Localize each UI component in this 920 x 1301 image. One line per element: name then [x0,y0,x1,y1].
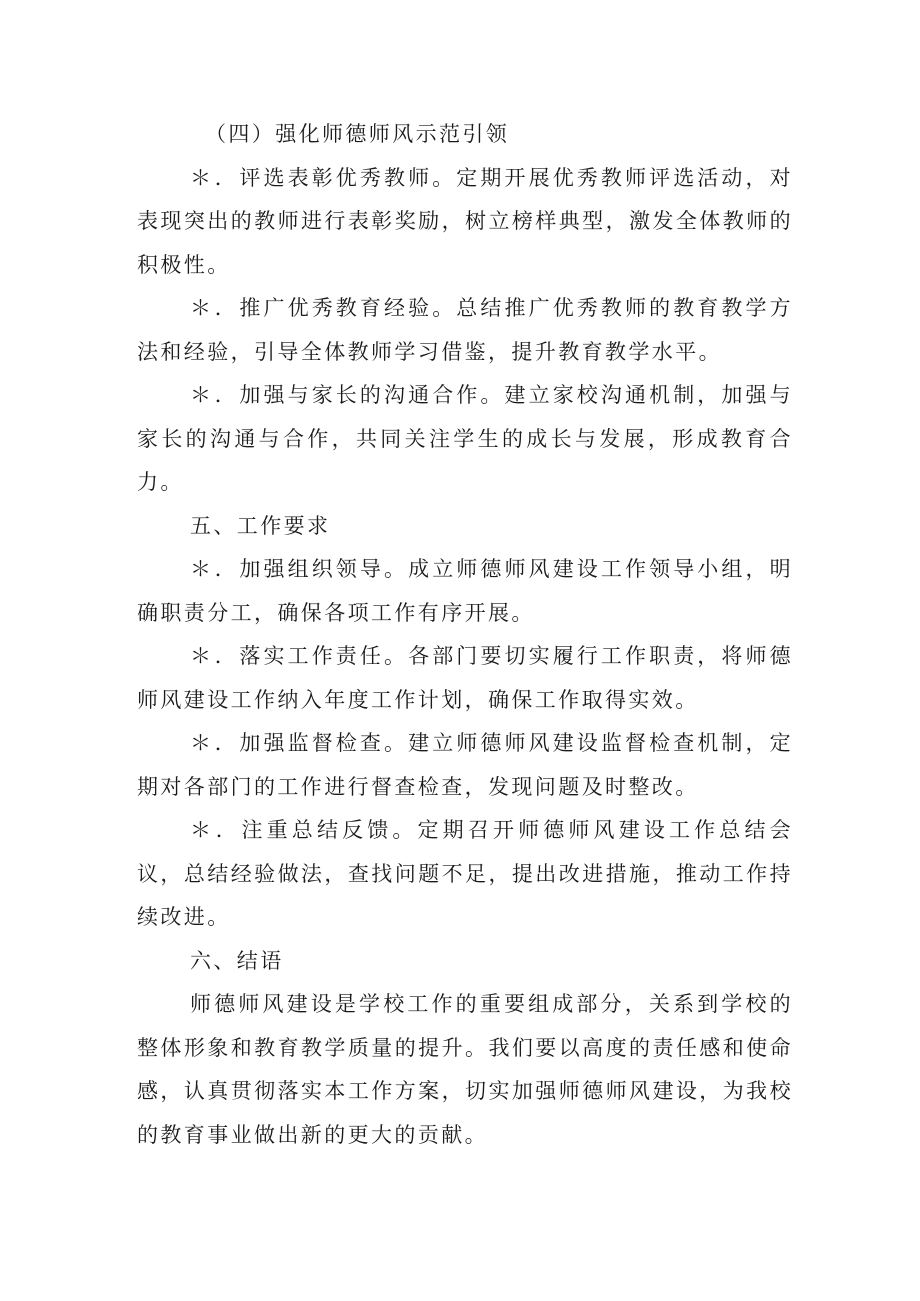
list-item [137,548,793,635]
item-marker: ＊． [190,165,240,190]
item-marker: ＊． [190,644,240,668]
item-marker: ＊． [190,296,240,320]
list-item [137,635,793,722]
item-text: 落实工作责任。各部门要切实履行工作职责，将师德师风建设工作纳入年度工作计划，确保工作取得实效。 [137,644,794,712]
item-text: 加强组织领导。成立师德师风建设工作领导小组，明确职责分工，确保各项工作有序开展。 [137,557,794,625]
section-6-heading: 六、结语 [190,948,284,973]
section-4-heading: （四）强化师德师风示范引领 [205,122,510,146]
item-text: 评选表彰优秀教师。定期开展优秀教师评选活动，对表现突出的教师进行表彰奖励，树立榜样典型，激发全体教师的积极性。 [137,165,794,277]
list-item [137,157,793,288]
list-item [137,287,793,374]
list-item [137,722,793,809]
item-marker: ＊． [190,818,242,842]
item-text: 加强与家长的沟通合作。建立家校沟通机制，加强与家长的沟通与合作，共同关注学生的成长与发展，形成教育合力。 [137,383,794,494]
document-body [137,113,793,1157]
section-5-heading: 五、工作要求 [190,513,331,538]
item-marker: ＊． [190,383,240,407]
item-text: 推广优秀教育经验。总结推广优秀教师的教育教学方法和经验，引导全体教师学习借鉴，提升教育教学水平。 [137,296,794,364]
list-item [137,374,793,505]
item-marker: ＊． [190,731,240,755]
item-text: 加强监督检查。建立师德师风建设监督检查机制，定期对各部门的工作进行督查检查，发现问题及时整改。 [137,731,794,799]
conclusion-paragraph: 师德师风建设是学校工作的重要组成部分，关系到学校的整体形象和教育教学质量的提升。我们要以高度的责任感和使命感，认真贯彻落实本工作方案，切实加强师德师风建设，为我校的教育事业做出新的更大的贡献。 [137,992,793,1147]
item-text: 注重总结反馈。定期召开师德师风建设工作总结会议，总结经验做法，查找问题不足，提出改进措施，推动工作持续改进。 [137,818,793,929]
list-item [137,809,793,940]
item-marker: ＊． [190,557,240,581]
